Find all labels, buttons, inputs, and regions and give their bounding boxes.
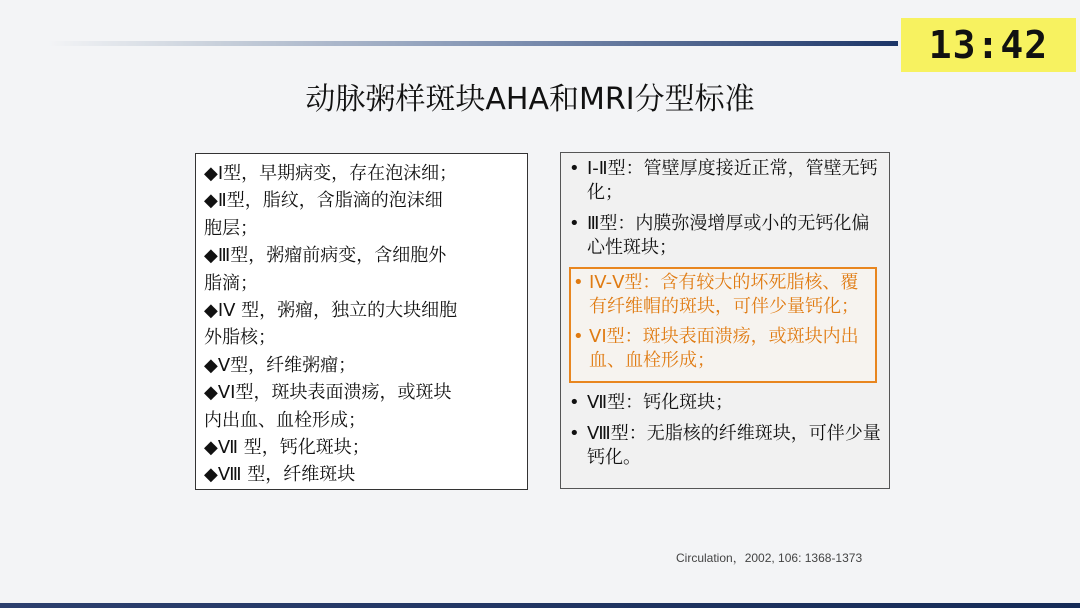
aha-item: 脂滴； xyxy=(204,272,258,294)
mri-classification-box xyxy=(560,152,890,489)
bullet-icon: • xyxy=(573,272,584,293)
citation-text: Circulation，2002, 106: 1368-1373 xyxy=(676,551,863,565)
mri-item-text: Ⅶ型：钙化斑块； xyxy=(587,392,734,413)
bullet-icon: • xyxy=(573,326,584,347)
mri-item xyxy=(561,422,889,470)
mri-item xyxy=(561,157,889,205)
mri-item-highlighted xyxy=(571,325,875,373)
bullet-icon: • xyxy=(569,158,580,179)
aha-item: ◆I型，早期病变，存在泡沫细； xyxy=(204,163,458,184)
bullet-icon: • xyxy=(569,423,580,444)
aha-item: ◆Ⅶ 型，钙化斑块； xyxy=(204,437,370,459)
aha-item: ◆IV 型，粥瘤，独立的大块细胞 xyxy=(204,300,458,322)
mri-item-text: Ⅰ-Ⅱ型：管壁厚度接近正常，管壁无钙化； xyxy=(587,158,878,203)
aha-item: ◆V型，纤维粥瘤； xyxy=(204,354,357,376)
aha-item: 内出血、血栓形成； xyxy=(204,409,366,431)
mri-item-text: VI型：斑块表面溃疡，或斑块内出血、血栓形成； xyxy=(589,326,859,371)
bullet-icon: • xyxy=(569,213,580,234)
aha-item: 外脂核； xyxy=(204,327,276,349)
footer-bar xyxy=(0,603,1080,608)
timer-display: 13:42 xyxy=(901,18,1076,72)
header-rule xyxy=(48,41,898,46)
mri-item xyxy=(561,212,889,260)
slide-title: 动脉粥样斑块AHA和MRI分型标准 xyxy=(305,82,755,117)
aha-item: 胞层； xyxy=(204,217,258,239)
mri-item-text: Ⅷ型：无脂核的纤维斑块，可伴少量钙化。 xyxy=(587,423,881,468)
mri-item-highlighted xyxy=(571,271,875,319)
aha-item: ◆Ⅷ 型，纤维斑块 xyxy=(204,464,356,486)
highlighted-types-box xyxy=(569,267,877,383)
aha-item: ◆Ⅲ型，粥瘤前病变，含细胞外 xyxy=(204,245,447,267)
aha-classification-box xyxy=(195,153,528,490)
mri-item-text: Ⅲ型：内膜弥漫增厚或小的无钙化偏心性斑块； xyxy=(587,213,870,258)
mri-item xyxy=(561,391,889,415)
mri-item-text: IV-Ⅴ型：含有较大的坏死脂核、覆有纤维帽的斑块，可伴少量钙化； xyxy=(589,272,859,317)
bullet-icon: • xyxy=(569,392,580,413)
aha-item: ◆VI型，斑块表面溃疡，或斑块 xyxy=(204,382,452,404)
aha-item: ◆Ⅱ型，脂纹，含脂滴的泡沫细 xyxy=(204,190,443,212)
